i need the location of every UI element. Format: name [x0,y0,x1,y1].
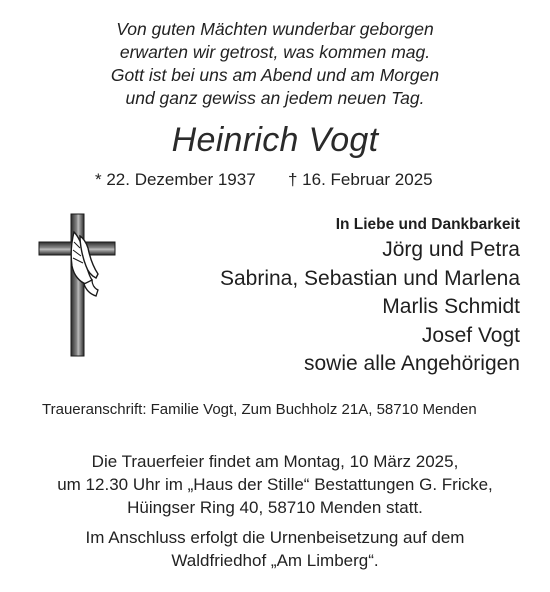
poem-line: und ganz gewiss an jedem neuen Tag. [125,88,425,108]
urn-burial-info [0,526,550,572]
poem-line: Von guten Mächten wunderbar geborgen [116,19,434,39]
mourner-name: Jörg und Petra [382,238,520,261]
funeral-line: Die Trauerfeier findet am Montag, 10 März 2025, [91,452,459,471]
funeral-info [0,450,550,519]
mourners-intro: In Liebe und Dankbarkeit [335,216,520,233]
urn-line: Im Anschluss erfolgt die Urnenbeisetzung auf dem [85,528,465,547]
urn-line: Waldfriedhof „Am Limberg“. [171,551,379,570]
mourner-name: Sabrina, Sebastian und Marlena [219,266,520,290]
mourner-name: Marlis Schmidt [382,295,520,318]
birth-date: * 22. Dezember 1937 [95,170,256,189]
funeral-line: um 12.30 Uhr im „Haus der Stille“ Bestattungen G. Fricke, [57,475,493,494]
funeral-line: Hüingser Ring 40, 58710 Menden statt. [127,498,423,517]
mourning-address: Traueranschrift: Familie Vogt, Zum Buchholz 21A, 58710 Menden [42,401,477,418]
poem [0,18,550,110]
death-date: † 16. Februar 2025 [288,170,433,189]
poem-line: erwarten wir getrost, was kommen mag. [119,42,431,62]
mourner-name: sowie alle Angehörigen [304,352,520,375]
mourner-name: Josef Vogt [421,323,520,347]
cross-with-praying-hands-icon [36,212,118,360]
mourners-block [220,214,520,379]
deceased-name: Heinrich Vogt [171,121,379,159]
poem-line: Gott ist bei uns am Abend und am Morgen [110,65,440,85]
